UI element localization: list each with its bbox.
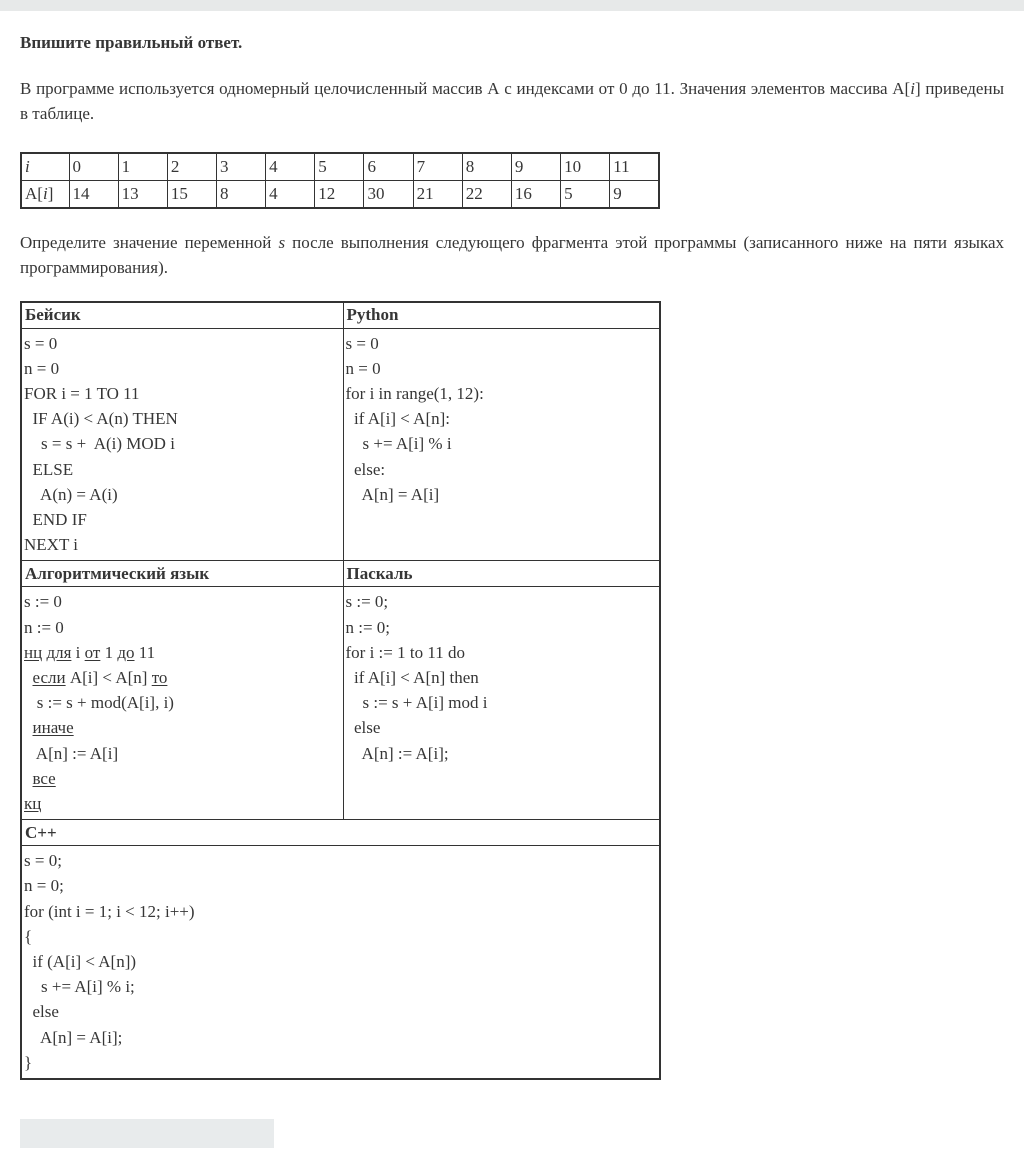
code-line: A(n) = A(i)	[24, 484, 118, 504]
code-header-python: Python	[343, 302, 660, 328]
array-index-cell: 5	[315, 153, 364, 181]
array-value-cell: 14	[69, 181, 118, 209]
array-value-cell: 16	[511, 181, 560, 209]
code-line: A[n] := A[i]	[24, 743, 119, 763]
array-value-label-cell: A[i]	[21, 181, 69, 209]
code-line: NEXT i	[24, 535, 78, 555]
array-index-cell: 4	[266, 153, 315, 181]
array-table-row-indices	[21, 153, 659, 181]
array-value-cell: 13	[118, 181, 167, 209]
array-index-label-cell: i	[21, 153, 69, 181]
code-line: else	[345, 718, 381, 738]
code-line: else	[24, 1002, 59, 1022]
code-header-algorithmic: Алгоритмический язык	[21, 561, 343, 587]
code-line: s = 0	[345, 333, 379, 353]
array-value-cell: 8	[216, 181, 265, 209]
code-line: }	[24, 1052, 33, 1072]
code-line: s := s + A[i] mod i	[345, 693, 488, 713]
code-line: IF A(i) < A(n) THEN	[24, 409, 178, 429]
code-table	[20, 301, 661, 1080]
code-line: s = 0	[24, 333, 58, 353]
array-table	[20, 152, 660, 209]
code-cell-basic	[21, 328, 343, 561]
code-cell-python	[343, 328, 660, 561]
code-line: n = 0	[24, 358, 60, 378]
top-divider-bar	[0, 0, 1024, 11]
code-line: A[n] = A[i];	[24, 1027, 123, 1047]
code-line: s = 0;	[24, 851, 62, 871]
code-cell-pascal	[343, 587, 660, 820]
code-line: если A[i] < A[n] то	[32, 667, 168, 687]
code-line: if (A[i] < A[n])	[24, 951, 137, 971]
code-line: n = 0;	[24, 876, 64, 896]
question-paragraph: Определите значение переменной s после выполнения следующего фрагмента этой программы (записанного ниже на пяти языках программирования).	[20, 233, 1005, 277]
code-row-1	[21, 328, 660, 561]
code-line: n := 0;	[345, 617, 391, 637]
code-line: n = 0	[345, 358, 381, 378]
code-line: s += A[i] % i;	[24, 977, 135, 997]
array-value-cell: 5	[561, 181, 610, 209]
intro-paragraph: В программе используется одномерный целочисленный массив А с индексами от 0 до 11. Значения элементов массива А[i] приведены в таблице.	[20, 79, 1004, 123]
array-index-cell: 1	[118, 153, 167, 181]
array-index-cell: 2	[167, 153, 216, 181]
array-value-cell: 15	[167, 181, 216, 209]
array-index-cell: 6	[364, 153, 413, 181]
code-header-row-3	[21, 820, 660, 846]
code-line: else:	[345, 459, 386, 479]
code-line: A[n] := A[i];	[345, 743, 449, 763]
array-index-cell: 11	[610, 153, 659, 181]
array-table-row-values	[21, 181, 659, 209]
code-line: for i in range(1, 12):	[345, 383, 484, 403]
array-index-cell: 9	[511, 153, 560, 181]
code-row-3	[21, 846, 660, 1079]
code-line: s += A[i] % i	[345, 434, 452, 454]
page-title: Впишите правильный ответ.	[20, 33, 243, 52]
code-line: END IF	[24, 509, 87, 529]
code-line: A[n] = A[i]	[345, 484, 440, 504]
array-index-cell: 0	[69, 153, 118, 181]
code-header-pascal: Паскаль	[343, 561, 660, 587]
code-line: n := 0	[24, 617, 64, 637]
code-line: иначе	[32, 718, 74, 738]
code-line: if A[i] < A[n]:	[345, 409, 450, 429]
code-line: s := 0	[24, 592, 62, 612]
array-value-cell: 12	[315, 181, 364, 209]
array-value-cell: 9	[610, 181, 659, 209]
code-header-basic: Бейсик	[21, 302, 343, 328]
code-line: все	[32, 768, 56, 788]
code-cell-cpp	[21, 846, 660, 1079]
array-value-cell: 22	[462, 181, 511, 209]
code-line: кц	[24, 793, 42, 813]
array-index-cell: 10	[561, 153, 610, 181]
code-line: s := s + mod(A[i], i)	[24, 693, 174, 713]
array-index-cell: 8	[462, 153, 511, 181]
array-value-cell: 30	[364, 181, 413, 209]
code-line: s = s + A(i) MOD i	[24, 434, 175, 454]
code-cell-algorithmic	[21, 587, 343, 820]
code-line: for (int i = 1; i < 12; i++)	[24, 901, 195, 921]
array-index-cell: 7	[413, 153, 462, 181]
code-line: if A[i] < A[n] then	[345, 667, 479, 687]
code-header-row-1	[21, 302, 660, 328]
code-line: ELSE	[24, 459, 74, 479]
answer-input[interactable]	[20, 1119, 274, 1148]
code-line: нц для i от 1 до 11	[24, 642, 156, 662]
code-row-2	[21, 587, 660, 820]
array-value-cell: 4	[266, 181, 315, 209]
code-line: s := 0;	[345, 592, 389, 612]
code-header-cpp: C++	[21, 820, 660, 846]
code-line: FOR i = 1 TO 11	[24, 383, 140, 403]
code-line: for i := 1 to 11 do	[345, 642, 465, 662]
array-value-cell: 21	[413, 181, 462, 209]
array-index-cell: 3	[216, 153, 265, 181]
code-header-row-2	[21, 561, 660, 587]
task-content	[0, 30, 1024, 1148]
code-line: {	[24, 926, 33, 946]
